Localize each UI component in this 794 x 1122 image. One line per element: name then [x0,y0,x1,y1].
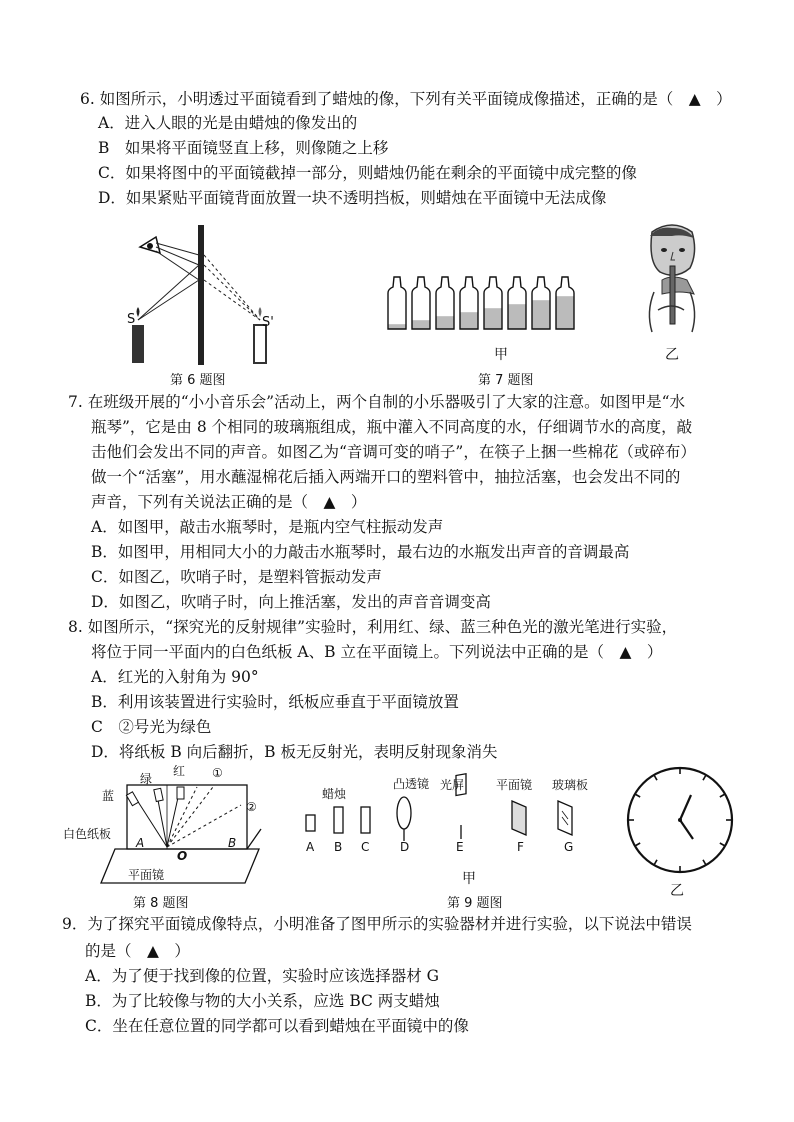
q6-caption: 第 6 题图 [170,373,226,388]
q7-stem-line-3: 击他们会发出不同的声音。如图乙为“音调可变的哨子”，在筷子上捆一些棉花（或碎布） [91,443,696,461]
q8-label-b: B [228,836,237,850]
q9-item-f-name: 平面镜 [496,778,533,792]
plane-mirror [198,225,204,365]
bottle-water [388,324,406,329]
q6-stem: 6. 如图所示，小明透过平面镜看到了蜡烛的像，下列有关平面镜成像描述，正确的是（ ▲ ） [80,90,732,108]
q7-whistle-figure [632,222,712,337]
q9-item-f-letter: F [517,840,524,854]
q9-equipment-figure [300,795,590,845]
bottle [556,277,574,329]
q9-stem-line-2: 的是（ ▲ ） [85,942,190,960]
q9-caption: 第 9 题图 [447,896,503,911]
q8-label-ray-2: ② [246,800,257,814]
q8-label-paper: 白色纸板 [63,827,112,841]
bottle [532,277,550,329]
q8-option-d: D．将纸板 B 向后翻折，B 板无反射光，表明反射现象消失 [91,743,498,761]
q7-option-b: B．如图甲，用相同大小的力敲击水瓶琴时，最右边的水瓶发出声音的音调最高 [91,543,630,561]
q9-item-c-letter: C [361,840,370,854]
q8-stem-line-2: 将位于同一平面内的白色纸板 A、B 立在平面镜上。下列说法中正确的是（ ▲ ） [91,643,663,661]
q9-item-a-letter: A [306,840,315,854]
q9-item-b-letter: B [334,840,343,854]
q7-bottles-figure [386,275,576,330]
bottle [436,277,454,329]
q9-label-yi: 乙 [670,883,684,899]
q9-label-jia: 甲 [462,871,476,887]
q7-stem-line-4: 做一个“活塞”，用水蘸湿棉花后插入两端开口的塑料管中，抽拉活塞，也会发出不同的 [91,468,681,486]
candle [132,325,144,363]
q8-stem-line-1: 8. 如图所示，“探究光的反射规律”实验时，利用红、绿、蓝三种色光的激光笔进行实验， [68,618,678,636]
q7-stem-line-1: 7. 在班级开展的“小小音乐会”活动上，两个自制的小乐器吸引了大家的注意。如图甲是“水 [68,393,685,411]
bottle [508,277,526,329]
q6-option-a: A．进入人眼的光是由蜡烛的像发出的 [98,114,358,132]
bottle-water [556,296,574,329]
candle-image [254,325,266,363]
q7-caption: 第 7 题图 [478,373,534,388]
bottle [412,277,430,329]
q9-option-b: B．为了比较像与物的大小关系，应选 BC 两支蜡烛 [85,992,440,1010]
q6-option-c: C．如果将图中的平面镜截掉一部分，则蜡烛仍能在剩余的平面镜中成完整的像 [98,164,637,182]
q6-label-s: S [127,312,136,327]
q8-option-b: B．利用该装置进行实验时，纸板应垂直于平面镜放置 [91,693,459,711]
q8-label-mirror: 平面镜 [128,868,165,882]
bottle-water [484,308,502,329]
q6-option-b: B 如果将平面镜竖直上移，则像随之上移 [98,139,389,157]
q8-label-a: A [136,836,145,850]
q8-figure [95,775,275,885]
q8-label-o: O [177,849,188,863]
q8-label-ray-1: ① [212,766,223,780]
bottle [388,277,406,329]
q6-figure [120,225,280,365]
q8-caption: 第 8 题图 [133,896,189,911]
q8-option-a: A．红光的入射角为 90° [91,668,259,686]
bottle-water [460,312,478,329]
q9-item-e-name: 光屏 [440,778,465,792]
q9-item-e-letter: E [456,840,464,854]
whistle-tube [670,266,675,324]
q7-option-d: D．如图乙，吹哨子时，向上推活塞，发出的声音音调变高 [91,593,491,611]
q7-option-a: A．如图甲，敲击水瓶琴时，是瓶内空气柱振动发声 [91,518,444,536]
q9-item-g-letter: G [564,840,574,854]
bottle-outline [388,277,406,329]
clock-icon [625,765,735,875]
q6-option-d: D．如果紧贴平面镜背面放置一块不透明挡板，则蜡烛在平面镜中无法成像 [98,189,607,207]
q7-stem-line-5: 声音，下列有关说法正确的是（ ▲ ） [91,493,367,511]
bottle-water [436,316,454,329]
q7-label-jia: 甲 [494,347,508,363]
q9-item-d-name: 凸透镜 [393,777,430,791]
bottle [484,277,502,329]
q8-label-green: 绿 [140,772,153,786]
q6-label-s-prime: S' [262,315,274,330]
q9-item-g-name: 玻璃板 [552,778,589,792]
q9-item-a-name: 蜡烛 [322,787,347,801]
q8-option-c: C ②号光为绿色 [91,718,212,736]
q9-option-a: A．为了便于找到像的位置，实验时应该选择器材 G [85,967,440,985]
bottle [460,277,478,329]
bottle-water [532,300,550,329]
q9-stem-line-1: 9．为了探究平面镜成像特点，小明准备了图甲所示的实验器材并进行实验，以下说法中错误 [62,915,692,933]
q8-label-blue: 蓝 [102,789,115,803]
q9-option-c: C．坐在任意位置的同学都可以看到蜡烛在平面镜中的像 [85,1017,469,1035]
q8-label-red: 红 [173,764,186,778]
bottle-water [412,320,430,329]
q7-stem-line-2: 瓶琴”，它是由 8 个相同的玻璃瓶组成，瓶中灌入不同高度的水，仔细调节水的高度，敲 [91,418,693,436]
q7-label-yi: 乙 [665,347,679,363]
bottle-water [508,304,526,329]
q9-item-d-letter: D [400,840,410,854]
q7-option-c: C．如图乙，吹哨子时，是塑料管振动发声 [91,568,382,586]
